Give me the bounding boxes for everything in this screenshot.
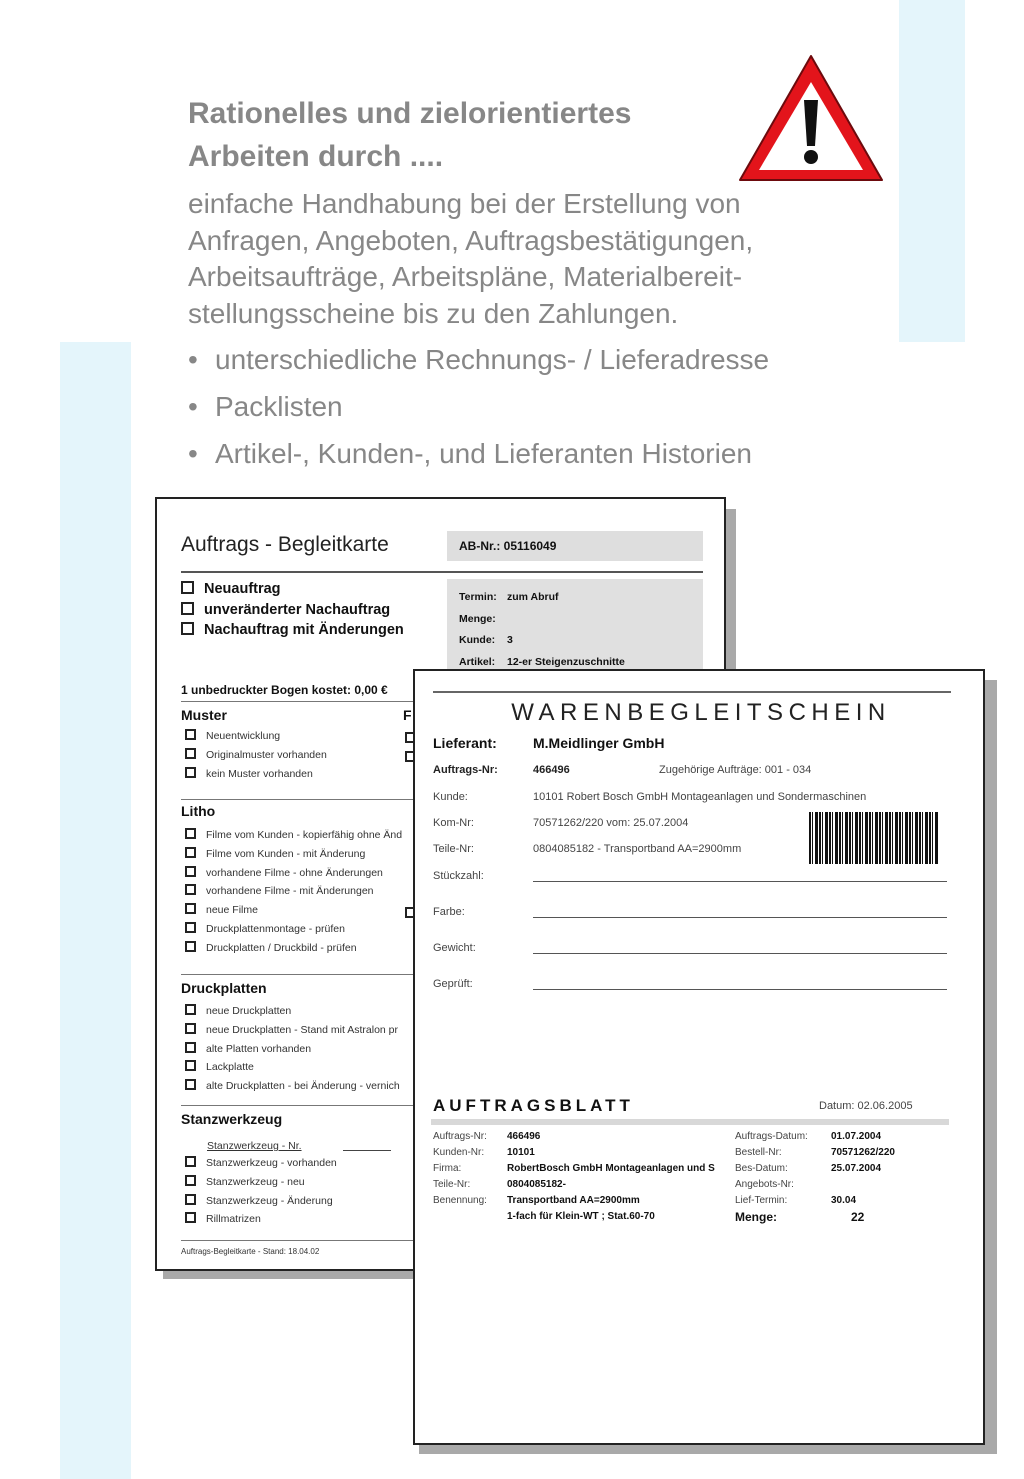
- kunde-row: [433, 791, 866, 803]
- checkbox-label: Filme vom Kunden - mit Änderung: [206, 847, 366, 860]
- checkbox-label: Originalmuster vorhanden: [206, 748, 327, 761]
- field-label: Farbe:: [433, 906, 465, 918]
- checkbox-icon: [185, 1156, 196, 1167]
- field-value: [831, 1177, 895, 1193]
- field-value: 10101 Robert Bosch GmbH Montageanlagen und Sondermaschinen: [533, 791, 867, 803]
- feature-list: [188, 340, 888, 481]
- header-band: [431, 1119, 949, 1125]
- checkbox-icon: [185, 1079, 196, 1090]
- field-label: Teile-Nr:: [433, 1179, 471, 1190]
- field-value: RobertBosch GmbH Montageanlagen und S: [507, 1163, 715, 1174]
- checkbox-label: Lackplatte: [206, 1061, 254, 1074]
- field-value: M.Meidlinger GmbH: [533, 735, 665, 751]
- fill-in-line: [533, 989, 947, 990]
- fill-in-line: [533, 917, 947, 918]
- info-label: Kunde:: [459, 634, 496, 646]
- checkbox-row: [185, 901, 402, 920]
- auftragsblatt-date: Datum: 02.06.2005: [819, 1100, 913, 1112]
- field-label: Auftrags-Datum:: [735, 1131, 808, 1142]
- checkbox-icon: [185, 1023, 196, 1034]
- auftragsblatt-left-labels: [433, 1129, 487, 1209]
- auftragsblatt-right-values: [831, 1129, 895, 1225]
- checkbox-label: Rillmatrizen: [206, 1213, 261, 1226]
- barcode-icon: [809, 812, 939, 864]
- field-label: Bes-Datum:: [735, 1163, 788, 1174]
- checkbox-row: [185, 864, 402, 883]
- list-item-text: unterschiedliche Rechnungs- / Lieferadresse: [215, 344, 770, 375]
- checkbox-icon: [185, 903, 196, 914]
- muster-checklist: [185, 727, 327, 783]
- field-label: Lieferant:: [433, 735, 497, 751]
- checkbox-row: [185, 1040, 400, 1059]
- field-value: 01.07.2004: [831, 1131, 882, 1142]
- decorative-band-left: [60, 342, 131, 1479]
- field-label: Firma:: [433, 1163, 462, 1174]
- info-label: Termin:: [459, 591, 497, 603]
- field-value: 0804085182-: [507, 1179, 566, 1190]
- intro-text: einfache Handhabung bei der Erstellung von Anfragen, Angeboten, Auftragsbestätigungen, Arbeitsaufträge, Arbeitspläne, Materialbereit-stellungsscheine bis zu den Zahlungen.: [188, 188, 754, 329]
- section-title-druckplatten: Druckplatten: [181, 980, 267, 996]
- checkbox-icon: [185, 847, 196, 858]
- field-value: 30.04: [831, 1195, 857, 1206]
- section-title-stanzwerkzeug: Stanzwerkzeug: [181, 1111, 283, 1127]
- field-value: 25.07.2004: [831, 1163, 882, 1174]
- druckplatten-checklist: [185, 1002, 400, 1096]
- checkbox-label: Druckplattenmontage - prüfen: [206, 922, 345, 935]
- checkbox-row: [185, 746, 327, 765]
- info-label: Artikel:: [459, 655, 496, 668]
- section-title-fragment: F: [403, 707, 412, 723]
- field-label: Kunden-Nr:: [433, 1147, 485, 1158]
- decorative-band-right: [899, 0, 965, 342]
- field-value: 22: [851, 1210, 865, 1224]
- checkbox-label: Neuauftrag: [204, 581, 281, 597]
- ab-number: AB-Nr.: 05116049: [447, 531, 703, 561]
- checkbox-icon: [185, 1042, 196, 1053]
- checkbox-icon: [185, 941, 196, 952]
- checkbox-row: [185, 1192, 337, 1211]
- order-type-checklist: [181, 579, 404, 641]
- field-label: Gewicht:: [433, 942, 476, 954]
- checkbox-label: vorhandene Filme - ohne Änderungen: [206, 866, 383, 879]
- checkbox-label: Stanzwerkzeug - Änderung: [206, 1194, 333, 1207]
- stueckzahl-row: [433, 870, 533, 882]
- checkbox-row: [185, 1058, 400, 1077]
- field-value: 466496: [533, 764, 570, 776]
- geprueft-row: [433, 978, 533, 990]
- checkbox-row: [185, 765, 327, 784]
- checkbox-icon: [185, 922, 196, 933]
- field-label: Bestell-Nr:: [735, 1147, 782, 1158]
- fill-in-line: [533, 881, 947, 882]
- field-label: Kunde:: [433, 791, 468, 803]
- checkbox-row: [185, 1021, 400, 1040]
- field-value: 70571262/220 vom: 25.07.2004: [533, 817, 689, 829]
- checkbox-row: [185, 1210, 337, 1229]
- auftrags-nr-row: [433, 764, 570, 776]
- stanzwerkzeug-checklist: [185, 1154, 337, 1229]
- info-label: Menge:: [459, 612, 496, 625]
- heading-line-2: Arbeiten durch ....: [188, 140, 444, 173]
- field-label: Geprüft:: [433, 978, 473, 990]
- field-label: Lief-Termin:: [735, 1195, 788, 1206]
- checkbox-label: alte Platten vorhanden: [206, 1042, 312, 1055]
- checkbox-label: Nachauftrag mit Änderungen: [204, 622, 404, 638]
- field-value: 70571262/220: [831, 1147, 895, 1158]
- begleitkarte-title: Auftrags - Begleitkarte: [181, 533, 389, 556]
- field-label: Angebots-Nr:: [735, 1179, 794, 1190]
- list-item: • Artikel-, Kunden-, und Lieferanten Historien: [188, 438, 752, 469]
- zugehoerige-auftraege: Zugehörige Aufträge: 001 - 034: [659, 764, 812, 776]
- checkbox-icon: [185, 884, 196, 895]
- page-heading: [188, 92, 728, 178]
- checkbox-row: [181, 600, 404, 621]
- warning-sign-icon: [736, 52, 886, 184]
- checkbox-icon: [185, 1060, 196, 1071]
- litho-checklist: [185, 826, 402, 958]
- heading-line-1: Rationelles und zielorientiertes: [188, 97, 632, 130]
- divider: [181, 799, 441, 800]
- checkbox-icon: [185, 748, 196, 759]
- checkbox-label: Druckplatten / Druckbild - prüfen: [206, 941, 357, 954]
- checkbox-label: unveränderter Nachauftrag: [204, 601, 391, 618]
- checkbox-label: Filme vom Kunden - kopierfähig ohne Änd: [206, 829, 403, 841]
- field-value: 466496: [507, 1131, 541, 1142]
- checkbox-row: [185, 1173, 337, 1192]
- checkbox-label: vorhandene Filme - mit Änderungen: [206, 885, 374, 898]
- checkbox-row: [181, 620, 404, 641]
- fill-in-line: [343, 1150, 391, 1151]
- info-row: [459, 630, 691, 652]
- checkbox-icon: [181, 602, 194, 615]
- section-title-litho: Litho: [181, 803, 216, 819]
- field-label: Teile-Nr:: [433, 843, 474, 855]
- teile-nr-row: [433, 843, 741, 855]
- field-label: Benennung:: [433, 1195, 487, 1206]
- checkbox-label: Neuentwicklung: [206, 730, 281, 742]
- divider: [181, 1240, 421, 1241]
- checkbox-row: [185, 920, 402, 939]
- divider: [181, 974, 441, 975]
- lieferant-row: [433, 735, 664, 751]
- auftragsblatt-right-labels: [735, 1129, 808, 1225]
- auftragsblatt-left-values: [507, 1129, 715, 1225]
- checkbox-label: Stanzwerkzeug - neu: [206, 1175, 305, 1188]
- sheet-cost: 1 unbedruckter Bogen kostet: 0,00 €: [181, 683, 388, 697]
- begleitkarte-footer: Auftrags-Begleitkarte - Stand: 18.04.02: [181, 1247, 320, 1256]
- kom-nr-row: [433, 817, 688, 829]
- checkbox-row: [185, 826, 402, 845]
- field-value: 0804085182 - Transportband AA=2900mm: [533, 843, 742, 855]
- checkbox-icon: [185, 1175, 196, 1186]
- checkbox-row: [185, 939, 402, 958]
- checkbox-icon: [181, 622, 194, 635]
- checkbox-icon: [185, 767, 196, 778]
- gewicht-row: [433, 942, 533, 954]
- auftragsblatt-title: AUFTRAGSBLATT: [433, 1096, 634, 1115]
- field-value: 10101: [507, 1147, 535, 1158]
- field-label: Kom-Nr:: [433, 817, 474, 829]
- checkbox-label: neue Filme: [206, 904, 258, 917]
- checkbox-label: Stanzwerkzeug - vorhanden: [206, 1157, 337, 1169]
- stanzwerkzeug-number-label: Stanzwerkzeug - Nr.: [207, 1140, 302, 1152]
- checkbox-icon: [181, 581, 194, 594]
- info-value: 12-er Steigenzuschnitte: [507, 655, 625, 668]
- list-item-text: Artikel-, Kunden-, und Lieferanten Historien: [215, 438, 752, 469]
- warenbegleitschein-document: [413, 669, 985, 1445]
- divider: [433, 691, 951, 693]
- checkbox-row: [185, 1154, 337, 1173]
- divider: [181, 1105, 441, 1106]
- checkbox-row: [185, 727, 327, 746]
- checkbox-label: alte Druckplatten - bei Änderung - vernich: [206, 1080, 400, 1093]
- checkbox-row: [185, 1077, 400, 1096]
- checkbox-icon: [185, 1212, 196, 1223]
- info-value: zum Abruf: [507, 591, 559, 603]
- list-item: • unterschiedliche Rechnungs- / Lieferadresse: [188, 344, 770, 375]
- info-row: [459, 609, 691, 631]
- checkbox-row: [185, 1002, 400, 1021]
- checkbox-label: neue Druckplatten: [206, 1005, 292, 1017]
- field-label: Menge:: [735, 1210, 777, 1224]
- checkbox-label: neue Druckplatten - Stand mit Astralon pr: [206, 1023, 399, 1036]
- divider: [181, 701, 441, 702]
- field-label: Auftrags-Nr:: [433, 764, 498, 776]
- field-label: Stückzahl:: [433, 870, 484, 882]
- fill-in-line: [533, 953, 947, 954]
- info-row: [459, 587, 691, 609]
- checkbox-row: [181, 579, 404, 600]
- farbe-row: [433, 906, 533, 918]
- checkbox-row: [185, 882, 402, 901]
- section-title-muster: Muster: [181, 707, 227, 723]
- order-info-box: [447, 579, 703, 671]
- checkbox-label: kein Muster vorhanden: [206, 767, 313, 780]
- field-label: Auftrags-Nr:: [433, 1131, 487, 1142]
- divider: [181, 571, 703, 573]
- checkbox-icon: [185, 866, 196, 877]
- warenbegleitschein-title: WARENBEGLEITSCHEIN: [511, 699, 891, 726]
- field-value: 1-fach für Klein-WT ; Stat.60-70: [507, 1211, 655, 1222]
- field-value: Transportband AA=2900mm: [507, 1195, 640, 1206]
- checkbox-icon: [185, 729, 196, 740]
- checkbox-row: [185, 845, 402, 864]
- checkbox-icon: [185, 1004, 196, 1015]
- list-item-text: Packlisten: [215, 391, 343, 422]
- checkbox-icon: [185, 1194, 196, 1205]
- list-item: • Packlisten: [188, 391, 343, 422]
- checkbox-icon: [185, 828, 196, 839]
- info-value: 3: [507, 634, 513, 646]
